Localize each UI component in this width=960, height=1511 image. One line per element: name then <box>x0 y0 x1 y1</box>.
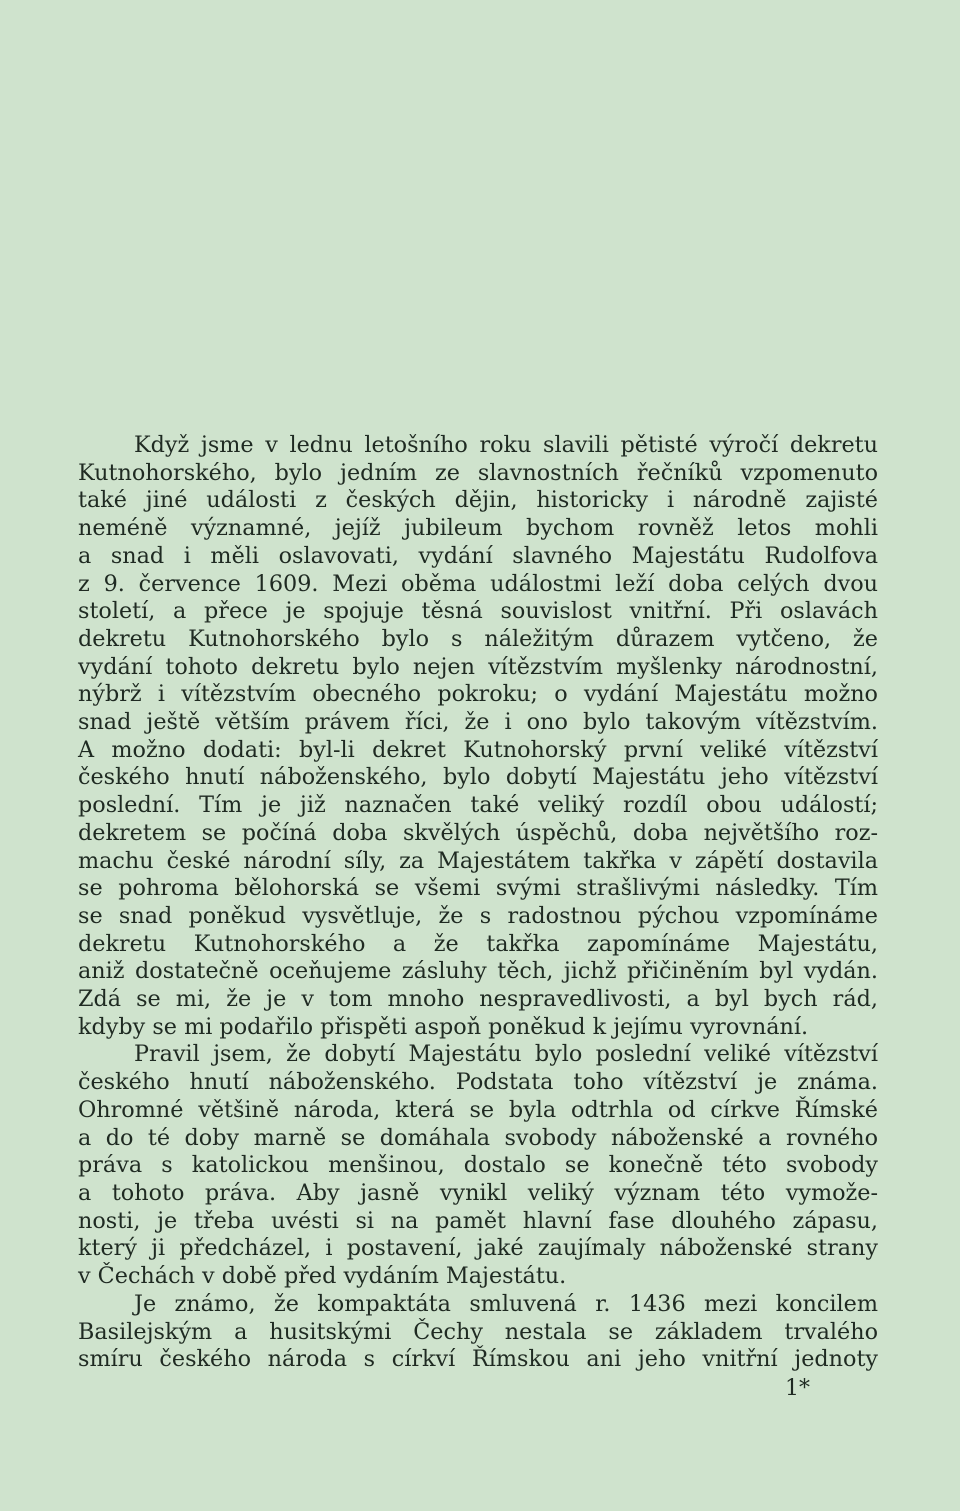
text-line: A možno dodati: byl-li dekret Kutnohorský první veliké vítězství <box>78 736 878 763</box>
text-line: snad ještě větším právem říci, že i ono bylo takovým vítězstvím. <box>78 709 878 736</box>
text-line: vydání tohoto dekretu bylo nejen vítězstvím myšlenky národnostní, <box>78 653 878 680</box>
text-line: který ji předcházel, i postavení, jaké zaujímaly náboženské strany <box>78 1235 878 1262</box>
text-line: dekretu Kutnohorského a že takřka zapomínáme Majestátu, <box>78 930 878 957</box>
text-line: také jiné události z českých dějin, historicky i národně zajisté <box>78 487 878 514</box>
text-line: neméně významné, jejíž jubileum bychom rovněž letos mohli <box>78 515 878 542</box>
text-line: Basilejským a husitskými Čechy nestala se základem trvalého <box>78 1318 878 1345</box>
text-line: z 9. července 1609. Mezi oběma událostmi leží doba celých dvou <box>78 570 878 597</box>
text-line: poslední. Tím je již naznačen také veliký rozdíl obou událostí; <box>78 792 878 819</box>
text-line: a do té doby marně se domáhala svobody náboženské a rovného <box>78 1124 878 1151</box>
text-line: českého hnutí náboženského, bylo dobytí Majestátu jeho vítězství <box>78 764 878 791</box>
text-line: a snad i měli oslavovati, vydání slavného Majestátu Rudolfova <box>78 542 878 569</box>
text-line: v Čechách v době před vydáním Majestátu. <box>78 1263 567 1290</box>
text-line: Zdá se mi, že je v tom mnoho nespravedlivosti, a byl bych rád, <box>78 986 878 1013</box>
text-line: století, a přece je spojuje těsná souvislost vnitřní. Při oslavách <box>78 598 878 625</box>
text-line: Je známo, že kompaktáta smluvená r. 1436 mezi koncilem <box>134 1290 878 1317</box>
text-line: Kutnohorského, bylo jedním ze slavnostních řečníků vzpomenuto <box>78 459 878 486</box>
text-line: a tohoto práva. Aby jasně vynikl veliký význam této vymože- <box>78 1179 878 1206</box>
text-line: nýbrž i vítězstvím obecného pokroku; o vydání Majestátu možno <box>78 681 878 708</box>
text-line: nosti, je třeba uvésti si na pamět hlavní fase dlouhého zápasu, <box>78 1207 878 1234</box>
text-line: českého hnutí náboženského. Podstata toho vítězství je známa. <box>78 1069 878 1096</box>
page-number: 1* <box>785 1376 810 1401</box>
text-line: smíru českého národa s církví Římskou ani jeho vnitřní jednoty <box>78 1346 878 1373</box>
body-text <box>78 432 878 1374</box>
text-line: aniž dostatečně oceňujeme zásluhy těch, jichž přičiněním byl vydán. <box>78 958 878 985</box>
text-line: se pohroma bělohorská se všemi svými strašlivými následky. Tím <box>78 875 878 902</box>
text-line: Když jsme v lednu letošního roku slavili pětisté výročí dekretu <box>134 432 878 458</box>
text-line: Pravil jsem, že dobytí Majestátu bylo poslední veliké vítězství <box>134 1041 878 1068</box>
text-line: dekretu Kutnohorského bylo s náležitým důrazem vytčeno, že <box>78 625 878 652</box>
text-line: se snad poněkud vysvětluje, že s radostnou pýchou vzpomínáme <box>78 902 878 929</box>
text-line: práva s katolickou menšinou, dostalo se konečně této svobody <box>78 1152 878 1179</box>
text-line: machu české národní síly, za Majestátem takřka v zápětí dostavila <box>78 847 878 874</box>
text-line: Ohromné většině národa, která se byla odtrhla od církve Římské <box>78 1096 878 1123</box>
text-line: dekretem se počíná doba skvělých úspěchů, doba největšího roz- <box>78 819 878 846</box>
text-line: kdyby se mi podařilo přispěti aspoň poněkud k jejímu vyrovnání. <box>78 1013 809 1040</box>
